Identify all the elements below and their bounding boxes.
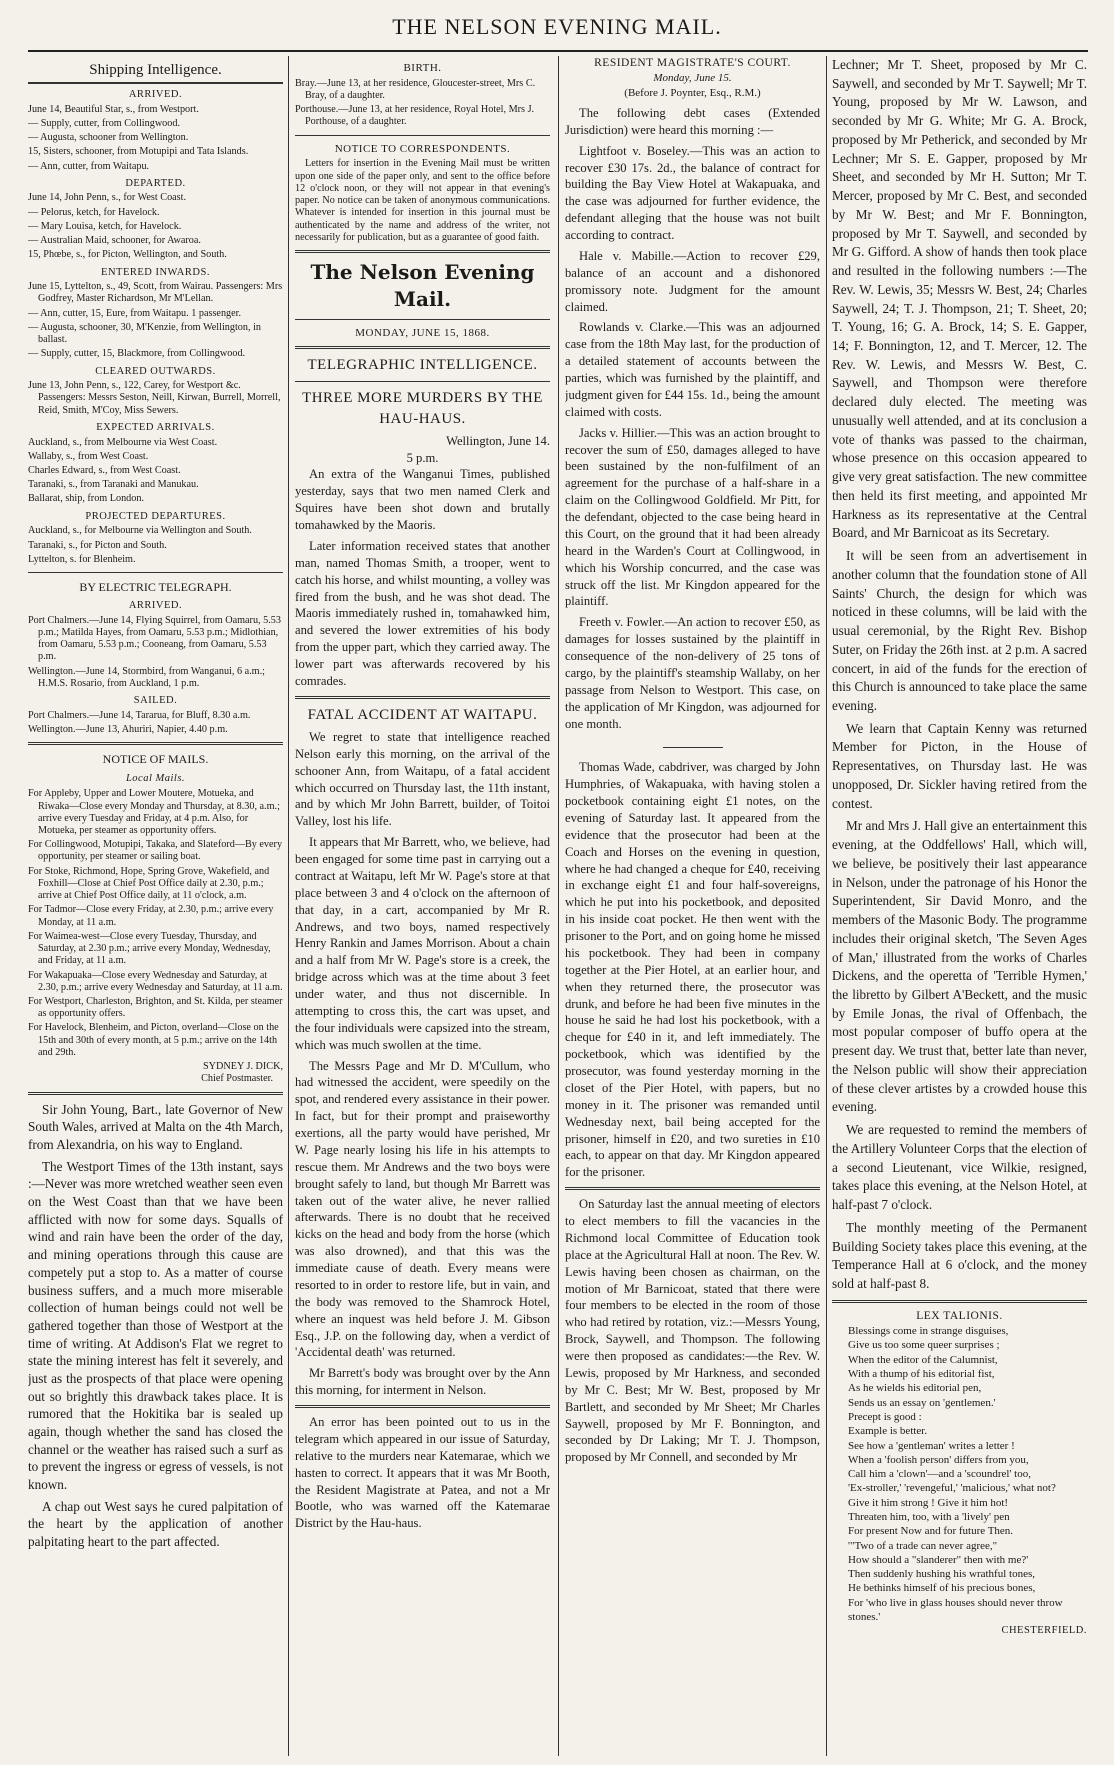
fatal-title: FATAL ACCIDENT AT WAITAPU. [307, 706, 538, 723]
birth-title: BIRTH. [403, 62, 442, 74]
list-item: Auckland, s., for Melbourne via Wellington and South. [28, 525, 252, 537]
list-item: Wallaby, s., from West Coast. [28, 450, 149, 462]
expected-heading: EXPECTED ARRIVALS. [96, 421, 215, 433]
article-paragraph: The Westport Times of the 13th instant, says :—Never was more wretched weather seen even on the West Coast than that we have been afflicted with now for some days. Squalls of wind and rain have been the order of the day, and mining operations through this cause are competely put a stop to. As a matter of course business suffers, and a much more miserable collection of human beings could not well be gathered together than those of Westport at the time of writing. At Addison's Flat we regret to state the mining interest has felt it severely, and just as the prospects of that place were opening out so brightly this drawback takes place. It is rumored that the Hokitika bar is sealed up again, though whether the sand has closed the channel or the weather has raised such a surf as to prevent the ingress or egress of vessels, is not known. [28, 1158, 283, 1493]
poem-line: As he wields his editorial pen, [848, 1382, 982, 1395]
divider [295, 319, 550, 320]
list-item: For Stoke, Richmond, Hope, Spring Grove, Wakefield, and Foxhill—Close at Chief Post Office daily at 2.30, p.m.; arrive at Chief Post Office daily, at 11 o'clock, a.m. [28, 865, 270, 902]
list-item: For Tadmor—Close every Friday, at 2.30, p.m.; arrive every Monday, at 11 a.m. [28, 904, 274, 928]
murders-title: THREE MORE MURDERS BY THE HAU-HAUS. [302, 390, 543, 427]
murders-time: 5 p.m. [406, 450, 439, 465]
poem-line: With a thump of his editorial fist, [848, 1368, 995, 1381]
poem-title: LEX TALIONIS. [916, 1309, 1003, 1322]
list-item: — Augusta, schooner, 30, M'Kenzie, from Wellington, in ballast. [28, 321, 261, 346]
divider [28, 1092, 283, 1095]
article-paragraph: It appears that Mr Barrett, who, we believe, had been engaged for some time past in carrying out a contract at Waitapu, left Mr W. Page's store at that place between 3 and 4 o'clock on the afternoon of that day, in a cart, accompanied by Mr R. Andrews, and two boys, named respectively Henry Rankin and James Morrison. About a chain and a half from Mr W. Page's store is a creek, the bridge across which was at the time about 3 feet under water, and thus not discernible. In attempting to cross this, the cart was upset, and the four individuals were capsized into the stream, which was much swollen at the time. [295, 835, 550, 1052]
article-paragraph: Thomas Wade, cabdriver, was charged by John Humphries, of Wakapuaka, with having stolen a pocketbook containing eight £1 notes, on the evening of Saturday last. It appeared from the evidence that the prosecutor had been at the Coach and Horses on the evening in question, where he had changed a cheque for £40, receiving in exchange eight £1 and four half-sovereigns, which he put into his pocketbook, and deposited in his inside coat pocket. He then went with the prisoner to the Port, and on going home he missed his pocketbook. They had been in company together at the Pier Hotel, at an earlier hour, and when they returned there, the prosecutor was drunk, and before he had been five minutes in the house he said he had lost his pocketbook, with a cheque for £40 in it, and left immediately. The pocketbook, which was identified by the prosecutor, was found yesterday morning in the closet of the Pier Hotel, with papers, but no money in it. The prisoner was remanded until Wednesday next, bail being accepted for the prisoner, himself in £20, and two sureties in £10 each, to appear on that day. Mr Kingdon appeared for the prisoner. [565, 760, 820, 1180]
divider [565, 1187, 820, 1190]
mails-list [28, 788, 283, 1059]
list-item: — Supply, cutter, from Collingwood. [28, 117, 181, 129]
article-paragraph: It will be seen from an advertisement in another column that the foundation stone of All Saints' Church, the design for which was noticed in these columns, will be laid with the usual ceremonial, by the Right Rev. Bishop Suter, on Friday the 26th inst. at 2 p.m. A sacred concert, in aid of the funds for the erection of this Church is announced to take place the same evening. [832, 548, 1087, 713]
poem [832, 1324, 1087, 1624]
article-paragraph: Jacks v. Hillier.—This was an action brought to recover the sum of £50, damages alleged to have been sustained by the non-fulfilment of an agreement for the purchase of a half-share in a claim on the Collingwood Goldfield. Mr Pitt, for the defendant, objected to the case being heard in this Court, on the ground that it had been already heard in the Warden's Court at Collingwood, in which his Worship concurred, and the case was struck off the list. Mr Kingdon appeared for the plaintiff. [565, 425, 820, 609]
telegraph-title: BY ELECTRIC TELEGRAPH. [79, 579, 232, 594]
article-paragraph: Sir John Young, Bart., late Governor of New South Wales, arrived at Malta on the 4th March, from Alexandria, on his way to England. [28, 1101, 283, 1153]
poem-line: He bethinks himself of his precious bones, [848, 1582, 1036, 1595]
list-item: Taranaki, s., for Picton and South. [28, 539, 167, 551]
departed-list [28, 192, 283, 261]
shipping-title: Shipping Intelligence. [28, 60, 283, 84]
divider [832, 1300, 1087, 1303]
article-paragraph: Mr Barrett's body was brought over by the Ann this morning, for interment in Nelson. [295, 1366, 550, 1398]
telegraphic-title: TELEGRAPHIC INTELLIGENCE. [307, 357, 538, 374]
mails-signature: SYDNEY J. DICK, [203, 1061, 283, 1073]
date-line: MONDAY, JUNE 15, 1868. [355, 326, 490, 339]
article-paragraph: A chap out West says he cured palpitation of the heart by the application of another palpitating heart to the part affected. [28, 1498, 283, 1550]
divider [295, 381, 550, 382]
poem-line: '"Two of a trade can never agree," [848, 1539, 998, 1552]
list-item: — Ann, cutter, 15, Eure, from Waitapu. 1 passenger. [28, 307, 242, 319]
notice-text: Letters for insertion in the Evening Mail must be written upon one side of the paper only, and sent to the office before 12 o'clock noon, or they will not appear in that evening's paper. No notice can be taken of anonymous communications. Whatever is intended for insertion in this journal must be authenticated by the name and address of the writer, not necessarily for publication, but as a guarantee of good faith. [295, 158, 550, 243]
poem-line: Give it him strong ! Give it him hot! [848, 1496, 1009, 1509]
article-paragraph: We learn that Captain Kenny was returned Member for Picton, in the House of Representatives, on Thursday last. He was unopposed, Dr. Sickler having retired from the contest. [832, 720, 1087, 811]
list-item: Wellington.—June 13, Ahuriri, Napier, 4.40 p.m. [28, 723, 228, 735]
entered-list [28, 281, 283, 360]
expected-list [28, 437, 283, 506]
tel-arrived-list [28, 615, 283, 690]
projected-list [28, 525, 283, 566]
divider [28, 742, 283, 745]
article-paragraph: The following debt cases (Extended Jurisdiction) were heard this morning :— [565, 105, 820, 137]
cleared-list [28, 380, 283, 417]
poem-line: Then suddenly hushing his wrathful tones, [848, 1568, 1035, 1581]
article-paragraph: The monthly meeting of the Permanent Building Society takes place this evening, at the Temperance Hall at 6 o'clock, and the money sold at half-past 8. [832, 1219, 1087, 1291]
tel-sailed-heading: SAILED. [133, 695, 178, 707]
article-paragraph: Mr and Mrs J. Hall give an entertainment this evening, at the Oddfellows' Hall, which will, we believe, be positively their last appearance in Nelson, under the patronage of his Honor the Superintendent, Sir David Monro, and the members of the Masonic Body. The programme includes their original sketch, 'The Seven Ages of Man,' illustrated from the works of Charles Dickens, and the operetta of 'Terrible Hymen,' the libretto by Gilbert A'Beckett, and the music by Emile Jonas, the rival of Offenbach, the most popular composer of buffo opera at the present day. We trust that, better late than never, the Nelson public will show their appreciation of these clever artistes by a crowded house this evening. [832, 818, 1087, 1115]
column-divider [558, 56, 559, 1756]
divider [295, 1405, 550, 1408]
poem-line: Precept is good : [848, 1410, 922, 1423]
short-rule [565, 736, 820, 753]
list-item: Ballarat, ship, from London. [28, 493, 145, 505]
list-item: Taranaki, s., from Taranaki and Manukau. [28, 479, 199, 491]
list-item: 15, Phœbe, s., for Picton, Wellington, and South. [28, 249, 227, 261]
column-1 [28, 56, 283, 1756]
poem-line: Give us too some queer surprises ; [848, 1339, 1000, 1352]
list-item: For Westport, Charleston, Brighton, and St. Kilda, per steamer as opportunity offers. [28, 996, 283, 1020]
list-item: For Appleby, Upper and Lower Moutere, Motueka, and Riwaka—Close every Monday and Thursday, at 8.30, a.m.; arrive every Tuesday and Friday, at 4 p.m. Also, for Motueka, per steamer as opportunity offers. [28, 788, 280, 836]
list-item: Auckland, s., from Melbourne via West Coast. [28, 436, 218, 448]
list-item: June 13, John Penn, s., 122, Carey, for Westport &c. Passengers: Messrs Seston, Neill, Kirwan, Burrell, Morrell, Reid, Smith, M'Coy, Miss Sewers. [28, 380, 281, 416]
list-item: — Mary Louisa, ketch, for Havelock. [28, 220, 182, 232]
list-item: For Collingwood, Motupipi, Takaka, and Slateford—By every opportunity, per steamer or sailing boat. [28, 839, 283, 863]
list-item: Port Chalmers.—June 14, Tararua, for Bluff, 8.30 a.m. [28, 709, 251, 721]
poem-line: 'Ex-stroller,' 'revengeful,' 'malicious,' what not? [848, 1482, 1056, 1495]
notice-title: NOTICE TO CORRESPONDENTS. [334, 142, 511, 155]
poem-line: How should a "slanderer" then with me?' [848, 1553, 1029, 1566]
poem-line: Threaten him, too, with a 'lively' pen [848, 1511, 1010, 1523]
article-paragraph: We regret to state that intelligence reached Nelson early this morning, on the arrival of the schooner Ann, from Waitapu, of a fatal accident which occurred on Thursday last, the 11th instant, and by which Mr John Barrett, builder, of Toitoi Valley, lost his life. [295, 729, 550, 829]
list-item: — Australian Maid, schooner, for Awaroa. [28, 235, 201, 247]
divider [295, 250, 550, 253]
list-item: — Pelorus, ketch, for Havelock. [28, 206, 160, 218]
column-divider [288, 56, 289, 1756]
article-paragraph: Later information received states that another man, named Thomas Smith, a trooper, went to catch his horse, and whilst mounting, a volley was fired from the bush, and he was shot dead. The Maoris immediately rushed in, tomahawked him, and severed the lower extremities of his body from the upper part, which they carried away. The lower part was afterwards recovered by his comrades. [295, 538, 550, 688]
tel-sailed-list [28, 710, 283, 736]
article-paragraph: On Saturday last the annual meeting of electors to elect members to fill the vacancies in the Richmond local Committee of Education took place at the Agricultural Hall at noon. The Rev. W. Lewis having been chosen as chairman, on the motion of Mr Barnicoat, stated that there were four members to be elected in the room of those who had retired by rotation, viz.:—Messrs Young, Brock, Saywell, and Thompson. The following were then proposed as candidates:—the Rev. W. Lewis, proposed by Mr Harkness, and seconded by Mr C. Best; Mr W. Best, proposed by Mr Bartlett, and seconded by Mr Sheet; Mr Charles Saywell, proposed by Mr F. Bonnington, and seconded by Dr Laking; Mr T. J. Thompson, proposed by Mr Connell, and seconded by Mr [565, 1197, 820, 1465]
court-date: Monday, June 15. [653, 72, 732, 85]
list-item: Lyttelton, s. for Blenheim. [28, 553, 136, 565]
projected-heading: PROJECTED DEPARTURES. [85, 510, 226, 522]
departed-heading: DEPARTED. [125, 177, 186, 189]
cleared-heading: CLEARED OUTWARDS. [95, 365, 216, 377]
list-item: For Havelock, Blenheim, and Picton, overland—Close on the 15th and 30th of every month, at 5 p.m.; arrive on the 14th and 29th. [28, 1022, 279, 1058]
list-item: Port Chalmers.—June 14, Flying Squirrel, from Oamaru, 5.53 p.m.; Matilda Hayes, from Oamaru, 5.53 p.m.; Midlothian, from Oamaru, 5.53 p.m.; Cooneang, from Oamaru, 5.53 p.m. [28, 614, 281, 663]
list-item: — Supply, cutter, 15, Blackmore, from Collingwood. [28, 348, 246, 360]
tel-arrived-heading: ARRIVED. [128, 600, 183, 612]
divider [28, 572, 283, 573]
column-divider [826, 56, 827, 1756]
court-title: RESIDENT MAGISTRATE'S COURT. [594, 57, 791, 69]
article-paragraph: An error has been pointed out to us in the telegram which appeared in our issue of Saturday, relative to the murders near Katemarae, which we hasten to correct. It appears that it was Mr Booth, the Resident Magistrate at Patea, and not a Mr Bootle, who was warned off the Katemarae District by the Hau-haus. [295, 1415, 550, 1531]
divider [295, 696, 550, 699]
article-paragraph: An extra of the Wanganui Times, published yesterday, says that two men named Clerk and Squires have been shot down and brutally tomahawked by the Maoris. [295, 467, 550, 533]
list-item: — Ann, cutter, from Waitapu. [28, 160, 150, 172]
article-paragraph: Hale v. Mabille.—Action to recover £29, balance of an account and a dishonored promissory note. Judgment for the amount claimed. [565, 248, 820, 314]
article-paragraph: We are requested to remind the members of the Artillery Volunteer Corps that the election of a second Lieutenant, vice Wilkie, resigned, takes place this evening, at the Nelson Hotel, at half-past 7 o'clock. [832, 1122, 1087, 1213]
mails-signature-title: Chief Postmaster. [201, 1073, 273, 1085]
shipping-section [28, 89, 283, 566]
article-paragraph: Freeth v. Fowler.—An action to recover £50, as damages for losses sustained by the plaintiff in consequence of the non-delivery of 25 tons of cargo, by the plaintiff's steamship Wallaby, on her passage from Nelson to Westport. This case, on the application of Mr Kingdon, was adjourned for one month. [565, 615, 820, 731]
entered-heading: ENTERED INWARDS. [101, 266, 210, 278]
divider [295, 346, 550, 349]
paper-name: The Nelson Evening Mail. [310, 260, 535, 311]
list-item: For Wakapuaka—Close every Wednesday and Saturday, at 2.30, p.m.; arrive every Wednesday and Saturday, at 11 a.m. [28, 969, 283, 993]
column-4 [832, 56, 1087, 1756]
poem-line: Sends us an essay on 'gentlemen.' [848, 1396, 996, 1409]
list-item: 15, Sisters, schooner, from Motupipi and Tata Islands. [28, 146, 249, 158]
list-item: For Waimea-west—Close every Tuesday, Thursday, and Saturday, at 2.30 p.m.; arrive every Monday, Wednesday, and Friday, at 11 a.m. [28, 930, 271, 967]
article-paragraph: Rowlands v. Clarke.—This was an adjourned case from the 18th May last, for the production of a detailed statement of accounts between the parties, which was furnished by the plaintiff, and judgment given for £44 15s. 1d., being the amount claimed with costs. [565, 320, 820, 419]
column-3 [565, 56, 820, 1756]
arrived-list [28, 104, 283, 173]
column-2 [295, 56, 550, 1756]
list-item: June 14, Beautiful Star, s., from Westport. [28, 103, 199, 115]
arrived-heading: ARRIVED. [128, 89, 183, 101]
list-item: Charles Edward, s., from West Coast. [28, 464, 181, 476]
list-item: June 14, John Penn, s., for West Coast. [28, 192, 187, 204]
article-paragraph: Lechner; Mr T. Sheet, proposed by Mr C. Saywell, and seconded by Mr T. Saywell; Mr T. Young, proposed by Mr W. Lawson, and seconded by Mr G. White; Mr G. A. Brock, proposed by Mr Petherick, and seconded by Mr Lechner; Mr S. E. Gapper, proposed by Mr Sheet, and seconded by Mr H. Sutton; Mr T. Mercer, proposed by Mr C. Best, and seconded by Mr W. Best; and Mr F. Bonnington, proposed by Mr T. Saywell, and seconded by Mr G. Gifford. A show of hands then took place and resulted in the following numbers :—The Rev. W. Lewis, 35; Messrs W. Best, 24; Charles Saywell, 24; T. J. Thompson, 21; T. Sheet, 20; T. Young, 16; G. A. Brock, 14; S. E. Gapper, 14; F. Bonnington, 12, and T. Mercer, 12. The Rev. W. Lewis, and Messrs W. Best, C. Saywell, and Thompson were therefore declared duly elected. The meeting was unusually well attended, and at its conclusion a vote of thanks was passed to the chairman, whose presence on this occasion appeared to give very great satisfaction. The new committee then held its first meeting, and appointed Mr Harkness as its representative at the Central Board, and Mr Barnicoat as its Secretary. [832, 57, 1087, 541]
poem-line: Blessings come in strange disguises, [848, 1325, 1009, 1338]
list-item: Porthouse.—June 13, at her residence, Royal Hotel, Mrs J. Porthouse, of a daughter. [295, 104, 535, 128]
article-paragraph: The Messrs Page and Mr D. M'Cullum, who had witnessed the accident, were speedily on the spot, and rendered every assistance in their power. In fact, but for their prompt and praiseworthy exertions, all the party would have perished, Mr W. Page nearly losing his life in his attempts to rescue them. Mr Andrews and the two boys were brought safely to land, but though Mr Barrett was taken out of the water alive, he never rallied afterwards. There is no doubt that he received kicks on the head and body from the horse (which was also drowned), and that this was the immediate cause of death. Every means were resorted to in order to restore life, but in vain, and the body was removed to the Shamrock Hotel, where an inquest was held before J. M. Gibson Esq., J.P. on the following day, when a verdict of 'Accidental death' was returned. [295, 1058, 550, 1360]
masthead: THE NELSON EVENING MAIL. [392, 14, 722, 39]
poem-line: When the editor of the Calumnist, [848, 1353, 998, 1366]
poem-line: When a 'foolish person' differs from you, [848, 1453, 1029, 1466]
list-item: Wellington.—June 14, Stormbird, from Wanganui, 6 a.m.; H.M.S. Rosario, from Auckland, 1 p.m. [28, 665, 265, 689]
poem-line: For present Now and for future Then. [848, 1525, 1014, 1538]
poem-line: Example is better. [848, 1425, 928, 1438]
mails-subtitle: Local Mails. [125, 773, 186, 785]
poem-line: For 'who live in glass houses should never throw stones.' [848, 1596, 1063, 1624]
poem-signature: CHESTERFIELD. [1001, 1625, 1087, 1637]
murders-place: Wellington, June 14. [446, 433, 550, 448]
poem-line: See how a 'gentleman' writes a letter ! [848, 1439, 1015, 1452]
article-paragraph: Lightfoot v. Boseley.—This was an action to recover £30 17s. 2d., the balance of contract for building the Bay View Hotel at Wakapuaka, and the case was adjourned for further evidence, the defendant alleging that the house was not built according to contract. [565, 143, 820, 242]
list-item: Bray.—June 13, at her residence, Gloucester-street, Mrs C. Bray, of a daughter. [295, 77, 536, 101]
list-item: — Augusta, schooner from Wellington. [28, 132, 189, 144]
births-list [295, 78, 550, 129]
poem-line: Call him a 'clown'—and a 'scoundrel' too, [848, 1468, 1031, 1481]
mails-title: NOTICE OF MAILS. [102, 752, 209, 767]
divider [295, 135, 550, 136]
court-before: (Before J. Poynter, Esq., R.M.) [624, 87, 761, 100]
list-item: June 15, Lyttelton, s., 49, Scott, from Wairau. Passengers: Mrs Godfrey, Master Richardson, Mr M'Lellan. [28, 281, 283, 305]
masthead-rule [28, 50, 1088, 52]
